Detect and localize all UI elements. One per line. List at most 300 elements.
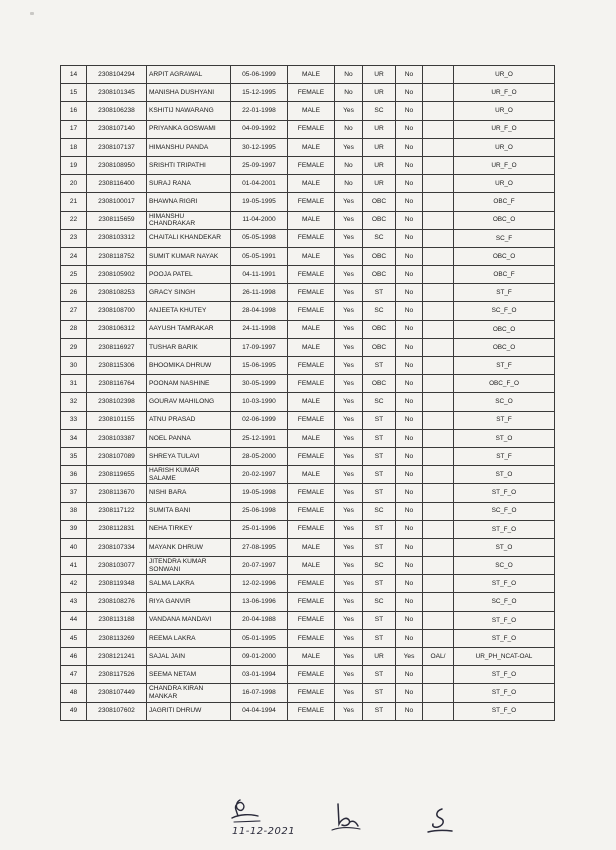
roll-number-cell: 2308115659 <box>87 211 147 229</box>
allotment-code-cell: ST_O <box>454 429 555 447</box>
signature-3 <box>422 806 456 840</box>
ph-type-cell <box>423 702 454 720</box>
ph-type-cell <box>423 393 454 411</box>
ph-type-cell <box>423 156 454 174</box>
ph-status-cell: No <box>396 502 423 520</box>
date-of-birth-cell: 25-12-1991 <box>231 429 288 447</box>
table-body <box>61 66 555 721</box>
ph-type-cell <box>423 411 454 429</box>
allotment-code-cell: ST_F <box>454 357 555 375</box>
ph-status-cell: No <box>396 357 423 375</box>
ph-status-cell: No <box>396 211 423 229</box>
date-of-birth-cell: 28-05-2000 <box>231 447 288 465</box>
sr-cell: 15 <box>61 84 87 102</box>
ph-type-cell: OAL/ <box>423 648 454 666</box>
ph-status-cell: No <box>396 484 423 502</box>
sr-cell: 32 <box>61 393 87 411</box>
gender-cell: FEMALE <box>288 266 335 284</box>
date-of-birth-cell: 05-05-1991 <box>231 247 288 265</box>
gender-cell: FEMALE <box>288 302 335 320</box>
candidate-name-cell: NISHI BARA <box>147 484 231 502</box>
sr-cell: 22 <box>61 211 87 229</box>
candidate-name-cell: JITENDRA KUMAR SONWANI <box>147 557 231 575</box>
roll-number-cell: 2308103312 <box>87 229 147 247</box>
ph-type-cell <box>423 447 454 465</box>
ph-type-cell <box>423 66 454 84</box>
ph-type-cell <box>423 520 454 538</box>
gender-cell: MALE <box>288 138 335 156</box>
ph-type-cell <box>423 557 454 575</box>
date-of-birth-cell: 11-04-2000 <box>231 211 288 229</box>
domicile-cell: Yes <box>335 484 363 502</box>
sr-cell: 19 <box>61 156 87 174</box>
date-of-birth-cell: 01-04-2001 <box>231 175 288 193</box>
candidate-name-cell: SURAJ RANA <box>147 175 231 193</box>
candidate-name-cell: SEEMA NETAM <box>147 666 231 684</box>
sr-cell: 35 <box>61 447 87 465</box>
domicile-cell: Yes <box>335 266 363 284</box>
candidate-name-cell: NEHA TIRKEY <box>147 520 231 538</box>
category-cell: UR <box>363 648 396 666</box>
table-row <box>61 429 555 447</box>
roll-number-cell: 2308108253 <box>87 284 147 302</box>
category-cell: ST <box>363 575 396 593</box>
ph-status-cell: No <box>396 193 423 211</box>
candidate-name-cell: BHOOMIKA DHRUW <box>147 357 231 375</box>
domicile-cell: Yes <box>335 502 363 520</box>
allotment-code-cell: OBC_F <box>454 266 555 284</box>
gender-cell: MALE <box>288 175 335 193</box>
ph-status-cell: No <box>396 557 423 575</box>
roll-number-cell: 2308107137 <box>87 138 147 156</box>
ph-type-cell <box>423 357 454 375</box>
candidate-name-cell: SHREYA TULAVI <box>147 447 231 465</box>
category-cell: UR <box>363 84 396 102</box>
ph-type-cell <box>423 593 454 611</box>
gender-cell: FEMALE <box>288 193 335 211</box>
date-of-birth-cell: 15-06-1995 <box>231 357 288 375</box>
ph-type-cell <box>423 102 454 120</box>
gender-cell: FEMALE <box>288 284 335 302</box>
category-cell: ST <box>363 666 396 684</box>
gender-cell: FEMALE <box>288 156 335 174</box>
allotment-code-cell: SC_F_O <box>454 502 555 520</box>
gender-cell: MALE <box>288 429 335 447</box>
allotment-code-cell: ST_F <box>454 284 555 302</box>
gender-cell: MALE <box>288 211 335 229</box>
allotment-code-cell: ST_F_O <box>454 684 555 702</box>
roll-number-cell: 2308107334 <box>87 538 147 556</box>
sr-cell: 37 <box>61 484 87 502</box>
domicile-cell: Yes <box>335 284 363 302</box>
gender-cell: FEMALE <box>288 84 335 102</box>
roll-number-cell: 2308117122 <box>87 502 147 520</box>
date-of-birth-cell: 20-04-1988 <box>231 611 288 629</box>
allotment-code-cell: ST_O <box>454 466 555 484</box>
ph-type-cell <box>423 211 454 229</box>
date-of-birth-cell: 12-02-1996 <box>231 575 288 593</box>
date-of-birth-cell: 05-06-1999 <box>231 66 288 84</box>
date-of-birth-cell: 05-05-1998 <box>231 229 288 247</box>
allotment-code-cell: UR_O <box>454 138 555 156</box>
gender-cell: FEMALE <box>288 375 335 393</box>
ph-status-cell: No <box>396 375 423 393</box>
ph-type-cell <box>423 175 454 193</box>
domicile-cell: Yes <box>335 138 363 156</box>
date-of-birth-cell: 10-03-1990 <box>231 393 288 411</box>
candidate-name-cell: HIMANSHU PANDA <box>147 138 231 156</box>
domicile-cell: Yes <box>335 666 363 684</box>
category-cell: OBC <box>363 266 396 284</box>
roll-number-cell: 2308116927 <box>87 338 147 356</box>
table-row <box>61 320 555 338</box>
date-of-birth-cell: 05-01-1995 <box>231 629 288 647</box>
allotment-code-cell: OBC_O <box>454 338 555 356</box>
roll-number-cell: 2308107449 <box>87 684 147 702</box>
roll-number-cell: 2308119655 <box>87 466 147 484</box>
category-cell: ST <box>363 411 396 429</box>
gender-cell: FEMALE <box>288 684 335 702</box>
signature-2 <box>328 800 362 834</box>
domicile-cell: Yes <box>335 375 363 393</box>
domicile-cell: Yes <box>335 593 363 611</box>
sr-cell: 44 <box>61 611 87 629</box>
candidate-name-cell: AAYUSH TAMRAKAR <box>147 320 231 338</box>
ph-type-cell <box>423 484 454 502</box>
category-cell: ST <box>363 629 396 647</box>
table-row <box>61 702 555 720</box>
domicile-cell: Yes <box>335 302 363 320</box>
category-cell: UR <box>363 175 396 193</box>
allotment-code-cell: ST_F_O <box>454 484 555 502</box>
roll-number-cell: 2308104294 <box>87 66 147 84</box>
domicile-cell: Yes <box>335 684 363 702</box>
table-row <box>61 84 555 102</box>
merit-list-table <box>60 65 555 721</box>
roll-number-cell: 2308116764 <box>87 375 147 393</box>
domicile-cell: Yes <box>335 557 363 575</box>
allotment-code-cell: UR_PH_NCAT-OAL <box>454 648 555 666</box>
ph-status-cell: No <box>396 229 423 247</box>
domicile-cell: Yes <box>335 538 363 556</box>
allotment-code-cell: ST_F <box>454 411 555 429</box>
gender-cell: MALE <box>288 393 335 411</box>
table-row <box>61 138 555 156</box>
scan-speck <box>30 12 34 15</box>
sr-cell: 31 <box>61 375 87 393</box>
candidate-name-cell: CHANDRA KIRAN MANKAR <box>147 684 231 702</box>
candidate-name-cell: VANDANA MANDAVI <box>147 611 231 629</box>
candidate-name-cell: POONAM NASHINE <box>147 375 231 393</box>
gender-cell: FEMALE <box>288 229 335 247</box>
domicile-cell: No <box>335 84 363 102</box>
ph-status-cell: No <box>396 266 423 284</box>
category-cell: SC <box>363 393 396 411</box>
candidate-name-cell: ARPIT AGRAWAL <box>147 66 231 84</box>
sr-cell: 41 <box>61 557 87 575</box>
roll-number-cell: 2308108950 <box>87 156 147 174</box>
ph-type-cell <box>423 338 454 356</box>
category-cell: ST <box>363 284 396 302</box>
gender-cell: FEMALE <box>288 357 335 375</box>
category-cell: ST <box>363 538 396 556</box>
table-row <box>61 666 555 684</box>
domicile-cell: Yes <box>335 229 363 247</box>
sr-cell: 48 <box>61 684 87 702</box>
sr-cell: 28 <box>61 320 87 338</box>
category-cell: SC <box>363 229 396 247</box>
sr-cell: 33 <box>61 411 87 429</box>
ph-type-cell <box>423 120 454 138</box>
sr-cell: 23 <box>61 229 87 247</box>
table-row <box>61 520 555 538</box>
roll-number-cell: 2308121241 <box>87 648 147 666</box>
ph-type-cell <box>423 266 454 284</box>
roll-number-cell: 2308105902 <box>87 266 147 284</box>
ph-status-cell: No <box>396 429 423 447</box>
candidate-name-cell: ATNU PRASAD <box>147 411 231 429</box>
candidate-name-cell: PRIYANKA GOSWAMI <box>147 120 231 138</box>
table-row <box>61 575 555 593</box>
allotment-code-cell: UR_F_O <box>454 120 555 138</box>
date-of-birth-cell: 25-06-1998 <box>231 502 288 520</box>
allotment-code-cell: UR_F_O <box>454 156 555 174</box>
ph-status-cell: No <box>396 102 423 120</box>
allotment-code-cell: SC_F_O <box>454 593 555 611</box>
sr-cell: 42 <box>61 575 87 593</box>
ph-type-cell <box>423 629 454 647</box>
category-cell: ST <box>363 520 396 538</box>
candidate-name-cell: MAYANK DHRUW <box>147 538 231 556</box>
date-of-birth-cell: 17-09-1997 <box>231 338 288 356</box>
gender-cell: FEMALE <box>288 611 335 629</box>
gender-cell: FEMALE <box>288 447 335 465</box>
table-row <box>61 611 555 629</box>
roll-number-cell: 2308118752 <box>87 247 147 265</box>
category-cell: OBC <box>363 375 396 393</box>
date-of-birth-cell: 04-09-1992 <box>231 120 288 138</box>
domicile-cell: Yes <box>335 429 363 447</box>
ph-status-cell: No <box>396 593 423 611</box>
candidate-name-cell: TUSHAR BARIK <box>147 338 231 356</box>
sr-cell: 43 <box>61 593 87 611</box>
category-cell: OBC <box>363 193 396 211</box>
roll-number-cell: 2308115306 <box>87 357 147 375</box>
allotment-code-cell: OBC_F <box>454 193 555 211</box>
sr-cell: 21 <box>61 193 87 211</box>
ph-type-cell <box>423 502 454 520</box>
domicile-cell: Yes <box>335 648 363 666</box>
roll-number-cell: 2308113188 <box>87 611 147 629</box>
candidate-name-cell: POOJA PATEL <box>147 266 231 284</box>
sr-cell: 20 <box>61 175 87 193</box>
ph-status-cell: No <box>396 575 423 593</box>
sr-cell: 17 <box>61 120 87 138</box>
roll-number-cell: 2308107602 <box>87 702 147 720</box>
date-of-birth-cell: 19-05-1998 <box>231 484 288 502</box>
allotment-code-cell: SC_O <box>454 393 555 411</box>
gender-cell: MALE <box>288 557 335 575</box>
ph-status-cell: No <box>396 156 423 174</box>
candidate-name-cell: KSHITIJ NAWARANG <box>147 102 231 120</box>
candidate-name-cell: ANJEETA KHUTEY <box>147 302 231 320</box>
ph-status-cell: No <box>396 538 423 556</box>
category-cell: SC <box>363 593 396 611</box>
allotment-code-cell: SC_O <box>454 557 555 575</box>
allotment-code-cell: UR_O <box>454 66 555 84</box>
allotment-code-cell: ST_F_O <box>454 629 555 647</box>
domicile-cell: Yes <box>335 520 363 538</box>
date-of-birth-cell: 26-11-1998 <box>231 284 288 302</box>
allotment-code-cell: ST_F <box>454 447 555 465</box>
candidate-name-cell: JAGRITI DHRUW <box>147 702 231 720</box>
table-row <box>61 175 555 193</box>
allotment-code-cell: ST_F_O <box>454 702 555 720</box>
candidate-name-cell: GOURAV MAHILONG <box>147 393 231 411</box>
domicile-cell: No <box>335 66 363 84</box>
roll-number-cell: 2308101345 <box>87 84 147 102</box>
table-row <box>61 102 555 120</box>
table-row <box>61 302 555 320</box>
ph-status-cell: No <box>396 411 423 429</box>
ph-type-cell <box>423 429 454 447</box>
roll-number-cell: 2308106238 <box>87 102 147 120</box>
table-row <box>61 593 555 611</box>
table-row <box>61 193 555 211</box>
ph-status-cell: No <box>396 702 423 720</box>
sr-cell: 45 <box>61 629 87 647</box>
candidate-name-cell: MANISHA DUSHYANI <box>147 84 231 102</box>
candidate-name-cell: NOEL PANNA <box>147 429 231 447</box>
sr-cell: 39 <box>61 520 87 538</box>
date-of-birth-cell: 30-12-1995 <box>231 138 288 156</box>
allotment-code-cell: UR_F_O <box>454 84 555 102</box>
category-cell: UR <box>363 138 396 156</box>
roll-number-cell: 2308102398 <box>87 393 147 411</box>
ph-status-cell: No <box>396 84 423 102</box>
gender-cell: FEMALE <box>288 411 335 429</box>
date-of-birth-cell: 22-01-1998 <box>231 102 288 120</box>
ph-type-cell <box>423 284 454 302</box>
category-cell: OBC <box>363 247 396 265</box>
allotment-code-cell: UR_O <box>454 175 555 193</box>
category-cell: ST <box>363 684 396 702</box>
ph-type-cell <box>423 320 454 338</box>
ph-status-cell: No <box>396 302 423 320</box>
ph-type-cell <box>423 375 454 393</box>
category-cell: SC <box>363 102 396 120</box>
domicile-cell: Yes <box>335 629 363 647</box>
signature-date: 11-12-2021 <box>232 826 296 837</box>
sr-cell: 29 <box>61 338 87 356</box>
date-of-birth-cell: 30-05-1999 <box>231 375 288 393</box>
gender-cell: MALE <box>288 648 335 666</box>
table-row <box>61 447 555 465</box>
sr-cell: 47 <box>61 666 87 684</box>
ph-status-cell: No <box>396 611 423 629</box>
date-of-birth-cell: 03-01-1994 <box>231 666 288 684</box>
ph-type-cell <box>423 229 454 247</box>
allotment-code-cell: ST_O <box>454 538 555 556</box>
ph-status-cell: No <box>396 66 423 84</box>
table-row <box>61 120 555 138</box>
ph-type-cell <box>423 538 454 556</box>
date-of-birth-cell: 19-05-1995 <box>231 193 288 211</box>
domicile-cell: No <box>335 120 363 138</box>
date-of-birth-cell: 04-04-1994 <box>231 702 288 720</box>
domicile-cell: Yes <box>335 393 363 411</box>
table-row <box>61 411 555 429</box>
ph-status-cell: No <box>396 320 423 338</box>
table-row <box>61 266 555 284</box>
table-row <box>61 648 555 666</box>
domicile-cell: No <box>335 156 363 174</box>
gender-cell: FEMALE <box>288 502 335 520</box>
gender-cell: FEMALE <box>288 575 335 593</box>
sr-cell: 38 <box>61 502 87 520</box>
roll-number-cell: 2308113670 <box>87 484 147 502</box>
roll-number-cell: 2308116400 <box>87 175 147 193</box>
table-row <box>61 211 555 229</box>
table-row <box>61 538 555 556</box>
date-of-birth-cell: 20-07-1997 <box>231 557 288 575</box>
table-row <box>61 375 555 393</box>
table-row <box>61 247 555 265</box>
allotment-code-cell: OBC_O <box>454 211 555 229</box>
allotment-code-cell: SC_F <box>454 229 555 247</box>
gender-cell: FEMALE <box>288 520 335 538</box>
domicile-cell: No <box>335 175 363 193</box>
ph-type-cell <box>423 684 454 702</box>
date-of-birth-cell: 20-02-1997 <box>231 466 288 484</box>
roll-number-cell: 2308113269 <box>87 629 147 647</box>
ph-status-cell: Yes <box>396 648 423 666</box>
category-cell: SC <box>363 557 396 575</box>
table-row <box>61 284 555 302</box>
table-row <box>61 629 555 647</box>
domicile-cell: Yes <box>335 702 363 720</box>
date-of-birth-cell: 25-01-1996 <box>231 520 288 538</box>
gender-cell: MALE <box>288 338 335 356</box>
category-cell: ST <box>363 447 396 465</box>
domicile-cell: Yes <box>335 320 363 338</box>
date-of-birth-cell: 27-08-1995 <box>231 538 288 556</box>
gender-cell: MALE <box>288 66 335 84</box>
roll-number-cell: 2308101155 <box>87 411 147 429</box>
sr-cell: 16 <box>61 102 87 120</box>
ph-type-cell <box>423 247 454 265</box>
gender-cell: FEMALE <box>288 120 335 138</box>
category-cell: UR <box>363 120 396 138</box>
gender-cell: MALE <box>288 102 335 120</box>
gender-cell: FEMALE <box>288 629 335 647</box>
table-row <box>61 684 555 702</box>
domicile-cell: Yes <box>335 575 363 593</box>
candidate-name-cell: REEMA LAKRA <box>147 629 231 647</box>
allotment-code-cell: UR_O <box>454 102 555 120</box>
allotment-code-cell: ST_F_O <box>454 611 555 629</box>
table-row <box>61 502 555 520</box>
ph-status-cell: No <box>396 684 423 702</box>
candidate-name-cell: SALMA LAKRA <box>147 575 231 593</box>
candidate-name-cell: RIYA GANVIR <box>147 593 231 611</box>
table-row <box>61 357 555 375</box>
ph-status-cell: No <box>396 338 423 356</box>
table-row <box>61 229 555 247</box>
category-cell: OBC <box>363 338 396 356</box>
domicile-cell: Yes <box>335 611 363 629</box>
candidate-name-cell: BHAWNA RIGRI <box>147 193 231 211</box>
